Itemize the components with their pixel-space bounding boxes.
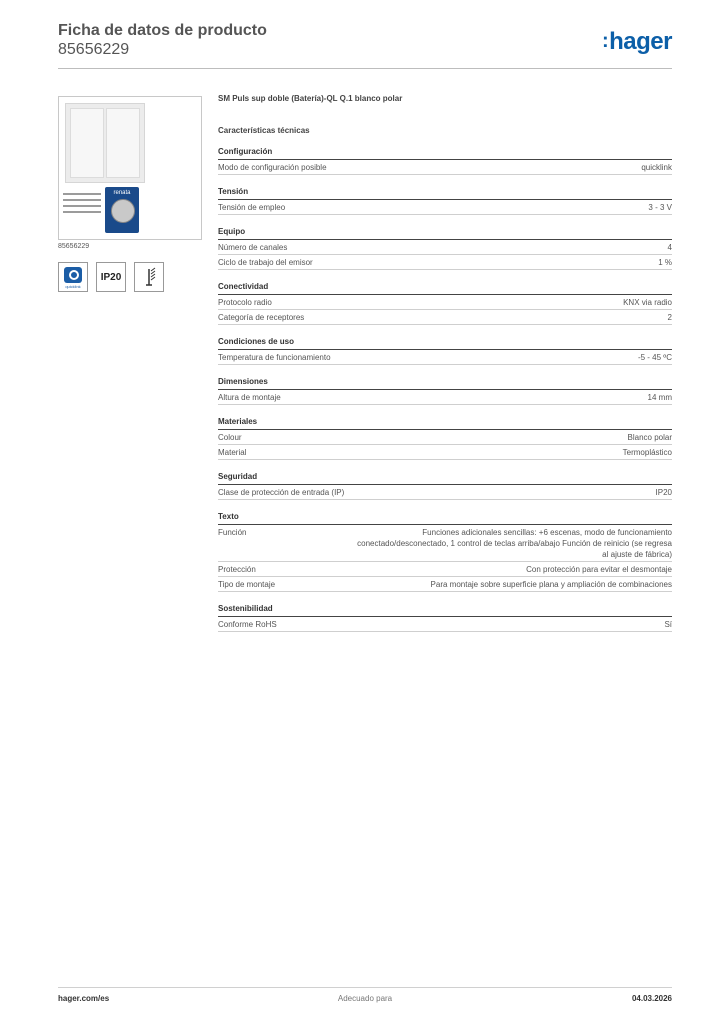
spec-key: Colour	[218, 433, 242, 442]
footer-center: Adecuado para	[337, 994, 393, 1003]
spec-section	[218, 336, 672, 365]
section-title: Configuración	[218, 146, 672, 160]
right-rocker	[106, 108, 140, 178]
page-header	[58, 22, 267, 59]
footer-divider	[58, 987, 672, 988]
spec-key: Conforme RoHS	[218, 620, 277, 629]
spec-key: Altura de montaje	[218, 393, 281, 402]
quicklink-icon	[64, 267, 82, 283]
spec-key: Clase de protección de entrada (IP)	[218, 488, 345, 497]
spec-value: 2	[667, 313, 672, 322]
quicklink-badge	[58, 262, 88, 292]
spec-row	[218, 295, 672, 310]
spec-content	[218, 94, 672, 643]
spec-key: Temperatura de funcionamiento	[218, 353, 331, 362]
spec-row	[218, 160, 672, 175]
spec-value: IP20	[655, 488, 672, 497]
spec-section	[218, 511, 672, 592]
section-title: Materiales	[218, 416, 672, 430]
screws-image	[63, 189, 101, 223]
spec-key: Modo de configuración posible	[218, 163, 327, 172]
spec-row	[218, 577, 672, 592]
spec-row	[218, 240, 672, 255]
spec-row	[218, 525, 672, 562]
spec-section	[218, 186, 672, 215]
spec-key: Función	[218, 528, 247, 537]
section-title: Dimensiones	[218, 376, 672, 390]
spec-row	[218, 310, 672, 325]
left-rocker	[70, 108, 104, 178]
spec-row	[218, 255, 672, 270]
footer-date: 04.03.2026	[631, 994, 672, 1003]
spec-key: Tensión de empleo	[218, 203, 286, 212]
spec-key: Número de canales	[218, 243, 288, 252]
spec-row	[218, 430, 672, 445]
logo-text: hager	[609, 28, 672, 55]
spec-key: Protocolo radio	[218, 298, 272, 307]
spec-value: quicklink	[641, 163, 672, 172]
section-title: Condiciones de uso	[218, 336, 672, 350]
image-caption: 85656229	[58, 243, 90, 250]
spec-value: Termoplástico	[622, 448, 672, 457]
ip-rating-badge: IP20	[96, 262, 126, 292]
section-title: Texto	[218, 511, 672, 525]
footer-site[interactable]: hager.com/es	[58, 994, 110, 1003]
spec-value: Para montaje sobre superficie plana y ampliación de combinaciones	[430, 580, 672, 589]
spec-section	[218, 471, 672, 500]
quicklink-label: quicklink	[65, 284, 81, 289]
spec-value: 4	[667, 243, 672, 252]
spec-section	[218, 226, 672, 270]
spec-value: Funciones adicionales sencillas: +6 escenas, modo de funcionamiento conectado/desconectado, 1 control de teclas arriba/abajo Función de reinicio (se regresa al ajuste de fábrica)	[357, 528, 672, 559]
section-title: Equipo	[218, 226, 672, 240]
product-code: 85656229	[58, 41, 130, 58]
spec-section	[218, 376, 672, 405]
spec-value: 3 - 3 V	[648, 203, 672, 212]
battery-brand: renata	[113, 190, 131, 196]
spec-section	[218, 146, 672, 175]
spec-value: -5 - 45 ºC	[637, 353, 672, 362]
page-title: Ficha de datos de producto	[58, 22, 267, 39]
spec-value: 14 mm	[647, 393, 672, 402]
spec-key: Material	[218, 448, 247, 457]
spec-key: Categoría de receptores	[218, 313, 305, 322]
spec-sections	[218, 146, 672, 632]
spec-row	[218, 350, 672, 365]
spec-section	[218, 281, 672, 325]
spec-value: Blanco polar	[627, 433, 672, 442]
spec-row	[218, 445, 672, 460]
spec-key: Protección	[218, 565, 256, 574]
installation-icon	[134, 262, 164, 292]
hager-logo[interactable]: :hager	[601, 28, 672, 55]
section-title: Seguridad	[218, 471, 672, 485]
header-divider	[58, 68, 672, 69]
spec-value: Sí	[664, 620, 672, 629]
coin-cell	[111, 199, 135, 223]
spec-row	[218, 562, 672, 577]
section-title: Sostenibilidad	[218, 603, 672, 617]
spec-value: Con protección para evitar el desmontaje	[526, 565, 672, 574]
page-footer	[58, 994, 672, 1003]
spec-section	[218, 416, 672, 460]
section-title: Conectividad	[218, 281, 672, 295]
spec-value: KNX via radio	[623, 298, 672, 307]
spec-row	[218, 485, 672, 500]
switch-plate-image	[65, 103, 145, 183]
product-name: SM Puls sup doble (Batería)-QL Q.1 blanco polar	[218, 94, 403, 103]
spec-row	[218, 617, 672, 632]
spec-value: 1 %	[658, 258, 672, 267]
spec-section	[218, 603, 672, 632]
battery-image	[105, 187, 139, 233]
spec-subtitle: Características técnicas	[218, 126, 310, 135]
spec-key: Ciclo de trabajo del emisor	[218, 258, 313, 267]
section-title: Tensión	[218, 186, 672, 200]
spec-row	[218, 200, 672, 215]
product-image	[58, 96, 202, 240]
spec-key: Tipo de montaje	[218, 580, 276, 589]
spec-row	[218, 390, 672, 405]
